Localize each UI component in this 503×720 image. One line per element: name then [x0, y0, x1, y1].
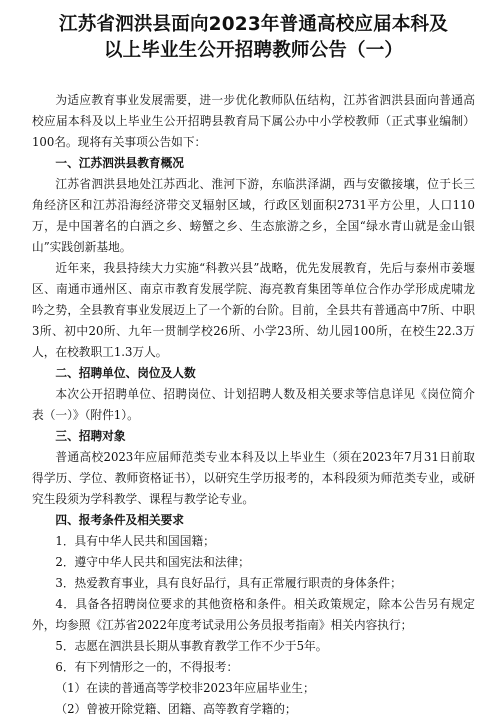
requirement-item-4: 4．具备各招聘岗位要求的其他资格和条件。相关政策规定，除本公告另有规定外，均参照《江苏省2022年度考试录用公务员报考指南》相关内容执行； — [32, 597, 475, 632]
section-1-paragraph-1: 江苏省泗洪县地处江苏西北、淮河下游，东临洪泽湖，西与安徽接壤，位于长三角经济区和江苏沿海经济带交叉辐射区域，行政区划面积2731平方公里，人口110万，是中国著名的白酒之乡、螃蟹之乡、生态旅游之乡，全国“绿水青山就是金山银山”实践创新基地。 — [32, 177, 475, 254]
title-line-2: 以上毕业生公开招聘教师公告（一） — [103, 40, 404, 61]
requirement-item-3: 3．热爱教育事业，具有良好品行，具有正常履行职责的身体条件； — [55, 576, 402, 590]
requirement-item-2: 2．遵守中华人民共和国宪法和法律； — [55, 555, 250, 569]
section-1-heading: 一、江苏泗洪县教育概况 — [55, 156, 184, 170]
requirement-subitem-2: （2）曾被开除党籍、团籍、高等教育学籍的； — [55, 702, 297, 716]
section-4-heading: 四、报考条件及相关要求 — [55, 513, 184, 527]
requirement-item-5: 5．志愿在泗洪县长期从事教育教学工作不少于5年。 — [55, 639, 328, 653]
section-2-heading: 二、招聘单位、岗位及人数 — [55, 366, 196, 380]
requirement-item-1: 1．具有中华人民共和国国籍； — [55, 534, 215, 548]
section-2-paragraph-1: 本次公开招聘单位、招聘岗位、计划招聘人数及相关要求等信息详见《岗位简介表（一）》（附件1）。 — [32, 387, 475, 422]
section-1-paragraph-2: 近年来，我县持续大力实施“科教兴县”战略，优先发展教育，先后与泰州市姜堰区、南通市通州区、南京市教育发展学院、海亮教育集团等单位合作办学形成虎啸龙吟之势，全县教育事业发展迈上了一个新的台阶。目前，全县共有普通高中7所、中职3所、初中20所、九年一贯制学校26所、小学23所、幼儿园100所，在校生22.3万人，在校教职工1.3万人。 — [32, 261, 475, 359]
intro-paragraph: 为适应教育事业发展需要，进一步优化教师队伍结构，江苏省泗洪县面向普通高校应届本科及以上毕业生公开招聘县教育局下属公办中小学校教师（正式事业编制）100名。现将有关事项公告如下： — [32, 93, 475, 149]
announcement-body — [32, 90, 475, 720]
page-title — [32, 12, 475, 64]
section-3-paragraph-1: 普通高校2023年应届师范类专业本科及以上毕业生（须在2023年7月31日前取得学历、学位、教师资格证书），以研究生学历报考的，本科段须为师范类专业，或研究生段须为学科教学、课程与教学论专业。 — [32, 450, 475, 506]
requirement-subitem-1: （1）在读的普通高等学校非2023年应届毕业生； — [55, 681, 315, 695]
title-line-1: 江苏省泗洪县面向2023年普通高校应届本科及 — [59, 14, 448, 35]
section-3-heading: 三、招聘对象 — [55, 429, 126, 443]
requirement-item-6: 6．有下列情形之一的，不得报考： — [55, 660, 239, 674]
